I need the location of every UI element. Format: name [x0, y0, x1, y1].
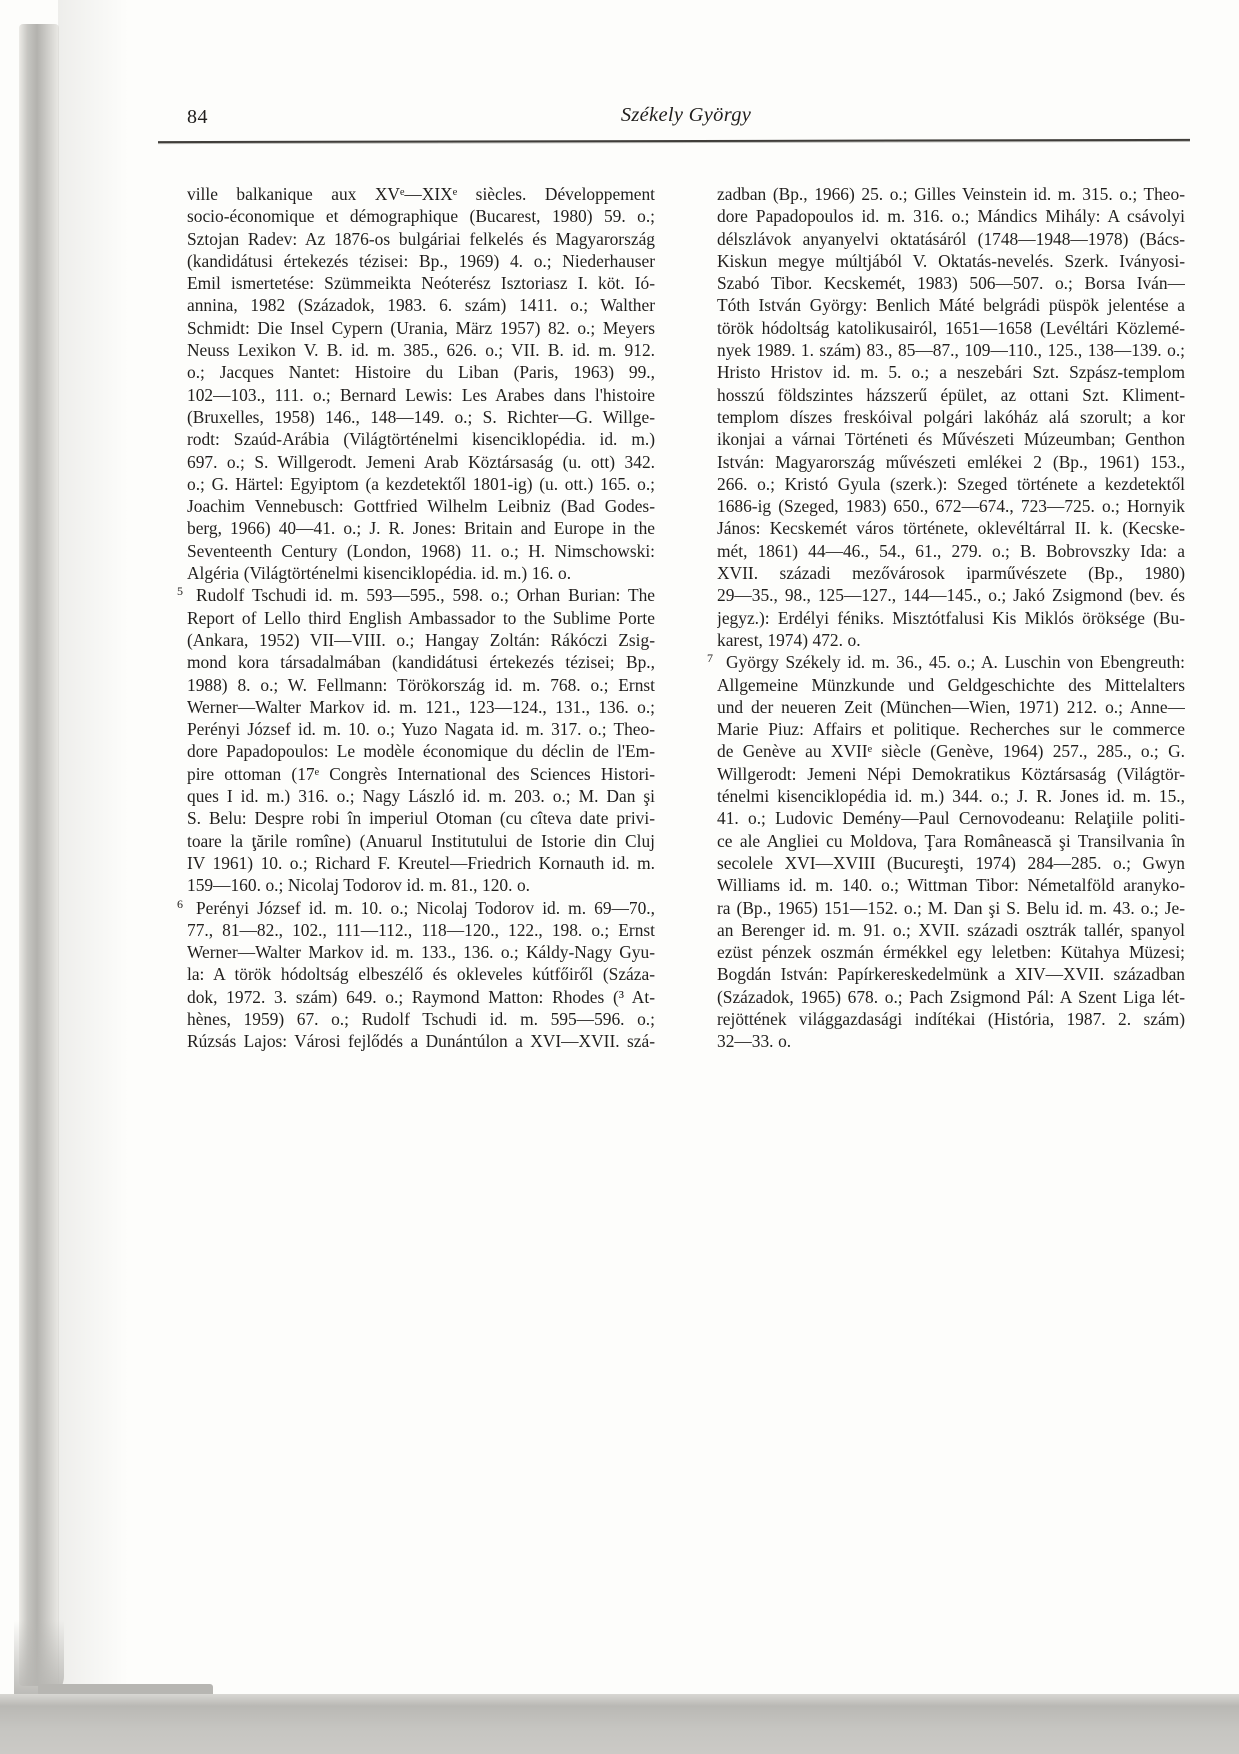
- footnote-line: ville balkanique aux XVᵉ—XIXᵉ siècles. Développement: [187, 184, 655, 204]
- footnote-line: dok, 1972. 3. szám) 649. o.; Raymond Matton: Rhodes (³ At-: [187, 986, 655, 1007]
- scan-edge-left-shadow: [19, 24, 59, 1686]
- footnote-line: ques I id. m.) 316. o.; Nagy László id. m. 203. o.; M. Dan şi: [187, 786, 655, 807]
- footnote-line: berg, 1966) 40—41. o.; J. R. Jones: Britain and Europe in the: [187, 518, 655, 539]
- footnote-line: Tóth István György: Benlich Máté belgrádi püspök jelentése a: [717, 295, 1185, 316]
- footnote-line: Kiskun megye múltjából V. Oktatás-nevelés. Szerk. Iványosi-: [717, 250, 1185, 271]
- footnote-line: la: A török hódoltság elbeszélő és okleveles kútfőiről (Száza-: [187, 964, 655, 985]
- footnote-line: XVII. századi mezővárosok iparművészete (Bp., 1980): [717, 563, 1185, 584]
- footnote-line: 1988) 8. o.; W. Fellmann: Törökország id. m. 768. o.; Ernst: [187, 674, 655, 695]
- page-number: 84: [187, 106, 208, 128]
- footnote-line: karest, 1974) 472. o.: [717, 629, 861, 650]
- footnote-line: Neuss Lexikon V. B. id. m. 385., 626. o.; VII. B. id. m. 912.: [187, 340, 655, 361]
- footnote-line: S. Belu: Despre robi în imperiul Otoman (cu cîteva date privi-: [187, 808, 655, 829]
- footnote-line: Szabó Tibor. Kecskemét, 1983) 506—507. o.; Borsa Iván—: [717, 273, 1185, 294]
- footnote-line: Allgemeine Münzkunde und Geldgeschichte des Mittelalters: [717, 674, 1185, 695]
- footnote-line: (Századok, 1965) 678. o.; Pach Zsigmond Pál: A Szent Liga lét-: [717, 986, 1185, 1007]
- footnote-line: mét, 1861) 44—46., 54., 61., 279. o.; B. Bobrovszky Ida: a: [717, 540, 1185, 561]
- footnote-marker: 5: [177, 584, 183, 599]
- footnote-line: György Székely id. m. 36., 45. o.; A. Luschin von Ebengreuth:: [726, 652, 1185, 673]
- footnote-line: 159—160. o.; Nicolaj Todorov id. m. 81., 120. o.: [187, 875, 531, 896]
- footnote-line: zadban (Bp., 1966) 25. o.; Gilles Veinstein id. m. 315. o.; Theo-: [717, 184, 1185, 204]
- footnote-line: an Berenger id. m. 91. o.; XVII. századi osztrák tallér, spanyol: [717, 919, 1185, 940]
- footnote-line: Hristo Hristov id. m. 5. o.; a neszebári Szt. Szpász-templom: [717, 362, 1185, 383]
- footnote-line: socio-économique et démographique (Bucarest, 1980) 59. o.;: [187, 206, 655, 227]
- footnotes-column-left: [177, 183, 655, 1053]
- footnote-line: hosszú földszintes házszerű épület, az ottani Szt. Kliment-: [717, 384, 1185, 405]
- footnote-line: ce ale Angliei cu Moldova, Ţara Românească şi Transilvania în: [717, 830, 1185, 851]
- footnote-line: pire ottoman (17ᵉ Congrès International des Sciences Histori-: [187, 763, 655, 784]
- footnote-line: (Ankara, 1952) VII—VIII. o.; Hangay Zoltán: Rákóczi Zsig-: [187, 629, 655, 650]
- footnote-line: Emil ismertetése: Szümmeikta Neóterész Isztoriasz I. köt. Ió-: [187, 273, 655, 294]
- footnote-line: toare la ţările romîne) (Anuarul Institutului de Istorie din Cluj: [187, 830, 655, 851]
- footnote-7: [707, 651, 1185, 1052]
- footnote-line: 29—35., 98., 125—127., 144—145., o.; Jakó Zsigmond (bev. és: [717, 585, 1185, 606]
- footnote-line: István: Magyarország művészeti emlékei 2 (Bp., 1961) 153.,: [717, 451, 1185, 472]
- footnote-line: templom díszes freskóival polgári lakóház alá szorult; a kor: [717, 406, 1185, 427]
- footnote-line: secolele XVI—XVIII (Bucureşti, 1974) 284—285. o.; Gwyn: [717, 852, 1185, 873]
- footnote-line: Perényi József id. m. 10. o.; Nicolaj Todorov id. m. 69—70.,: [196, 897, 655, 918]
- footnote-line: jegyz.): Erdélyi féniks. Misztótfalusi Kis Miklós öröksége (Bu-: [717, 607, 1185, 628]
- footnote-line: ezüst pénzek oszmán érmékkel egy leletben: Kütahya Müzesi;: [717, 942, 1185, 963]
- footnote-line: Willgerodt: Jemeni Népi Demokratikus Köztársaság (Világtör-: [717, 763, 1185, 784]
- footnote-6: [177, 896, 655, 1053]
- footnote-line: Werner—Walter Markov id. m. 133., 136. o.; Káldy-Nagy Gyu-: [187, 942, 655, 963]
- footnote-5: [177, 584, 655, 896]
- footnote-line: 77., 81—82., 102., 111—112., 118—120., 122., 198. o.; Ernst: [187, 919, 655, 940]
- footnote-line: dore Papadopoulos: Le modèle économique du déclin de l'Em-: [187, 741, 655, 762]
- footnote-marker: 7: [707, 651, 713, 666]
- footnote-line: ténelmi kisenciklopédia id. m.) 344. o.; J. R. Jones id. m. 15.,: [717, 786, 1185, 807]
- scan-edge-bottom-shadow: [0, 1694, 1239, 1754]
- footnote-line: János: Kecskemét város története, oklevéltárral II. k. (Kecske-: [717, 518, 1185, 539]
- footnote-line: annina, 1982 (Századok, 1983. 6. szám) 1411. o.; Walther: [187, 295, 655, 316]
- footnote-line: rejöttének világgazdasági indítékai (História, 1987. 2. szám): [717, 1008, 1185, 1029]
- footnote-line: IV 1961) 10. o.; Richard F. Kreutel—Friedrich Kornauth id. m.: [187, 852, 655, 873]
- footnote-line: dore Papadopoulos id. m. 316. o.; Mándics Mihály: A csávolyi: [717, 206, 1185, 227]
- footnote-line: 1686-ig (Szeged, 1983) 650., 672—674., 723—725. o.; Hornyik: [717, 496, 1185, 517]
- header-rule: [158, 139, 1190, 143]
- footnote-line: 266. o.; Kristó Gyula (szerk.): Szeged története a kezdetektől: [717, 473, 1185, 494]
- footnote-line: mond kora társadalmában (kandidátusi értekezés tézisei; Bp.,: [187, 652, 655, 673]
- footnote-line: und der neueren Zeit (München—Wien, 1971) 212. o.; Anne—: [717, 696, 1185, 717]
- footnote-continuation: [187, 183, 655, 584]
- footnote-line: Joachim Vennebusch: Gottfried Wilhelm Leibniz (Bad Godes-: [187, 496, 655, 517]
- footnote-line: de Genève au XVIIᵉ siècle (Genève, 1964) 257., 285., o.; G.: [717, 741, 1185, 762]
- footnote-line: rodt: Szaúd-Arábia (Világtörténelmi kisenciklopédia. id. m.): [187, 429, 655, 450]
- footnote-line: Bogdán István: Papírkereskedelmünk a XIV—XVII. században: [717, 964, 1185, 985]
- footnote-line: nyek 1989. 1. szám) 83., 85—87., 109—110., 125., 138—139. o.;: [717, 340, 1185, 361]
- footnote-line: Werner—Walter Markov id. m. 121., 123—124., 131., 136. o.;: [187, 696, 655, 717]
- page-curvature-shading: [58, 0, 128, 1694]
- footnote-line: hènes, 1959) 67. o.; Rudolf Tschudi id. m. 595—596. o.;: [187, 1008, 655, 1029]
- footnote-line: Sztojan Radev: Az 1876-os bulgáriai felkelés és Magyarország: [187, 228, 655, 249]
- footnote-line: 41. o.; Ludovic Demény—Paul Cernovodeanu: Relaţiile politi-: [717, 808, 1185, 829]
- footnote-line: Seventeenth Century (London, 1968) 11. o.; H. Nimschowski:: [187, 540, 655, 561]
- footnote-line: Perényi József id. m. 10. o.; Yuzo Nagata id. m. 317. o.; Theo-: [187, 719, 655, 740]
- running-title: Székely György: [620, 104, 752, 126]
- footnote-continuation: [717, 183, 1185, 651]
- footnote-line: 32—33. o.: [717, 1031, 792, 1052]
- footnote-line: délszlávok anyanyelvi oktatásáról (1748—1948—1978) (Bács-: [717, 228, 1185, 249]
- footnote-line: ikonjai a várnai Történeti és Művészeti Múzeumban; Genthon: [717, 429, 1185, 450]
- footnote-marker: 6: [177, 896, 183, 911]
- footnote-line: (kandidátusi értekezés tézisei: Bp., 1969) 4. o.; Niederhauser: [187, 250, 655, 271]
- footnote-line: 697. o.; S. Willgerodt. Jemeni Arab Köztársaság (u. ott) 342.: [187, 451, 655, 472]
- footnote-line: Marie Piuz: Affairs et politique. Recherches sur le commerce: [717, 719, 1185, 740]
- footnote-line: ra (Bp., 1965) 151—152. o.; M. Dan şi S. Belu id. m. 43. o.; Je-: [717, 897, 1185, 918]
- footnotes-column-right: [707, 183, 1185, 1053]
- footnote-line: Schmidt: Die Insel Cypern (Urania, März 1957) 82. o.; Meyers: [187, 317, 655, 338]
- footnote-line: Report of Lello third English Ambassador to the Sublime Porte: [187, 607, 655, 628]
- footnote-line: 102—103., 111. o.; Bernard Lewis: Les Arabes dans l'histoire: [187, 384, 655, 405]
- footnote-line: o.; G. Härtel: Egyiptom (a kezdetektől 1801-ig) (u. ott.) 165. o.;: [187, 473, 655, 494]
- footnote-line: Williams id. m. 140. o.; Wittman Tibor: Németalföld aranyko-: [717, 875, 1185, 896]
- footnote-line: Rúzsás Lajos: Városi fejlődés a Dunántúlon a XVI—XVII. szá-: [187, 1031, 655, 1052]
- footnote-line: Algéria (Világtörténelmi kisenciklopédia. id. m.) 16. o.: [187, 563, 572, 584]
- footnote-line: o.; Jacques Nantet: Histoire du Liban (Paris, 1963) 99.,: [187, 362, 655, 383]
- footnote-line: Rudolf Tschudi id. m. 593—595., 598. o.; Orhan Burian: The: [196, 585, 655, 606]
- footnote-line: (Bruxelles, 1958) 146., 148—149. o.; S. Richter—G. Willge-: [187, 406, 655, 427]
- footnote-line: török hódoltság katolikusairól, 1651—1658 (Levéltári Közlemé-: [717, 317, 1185, 338]
